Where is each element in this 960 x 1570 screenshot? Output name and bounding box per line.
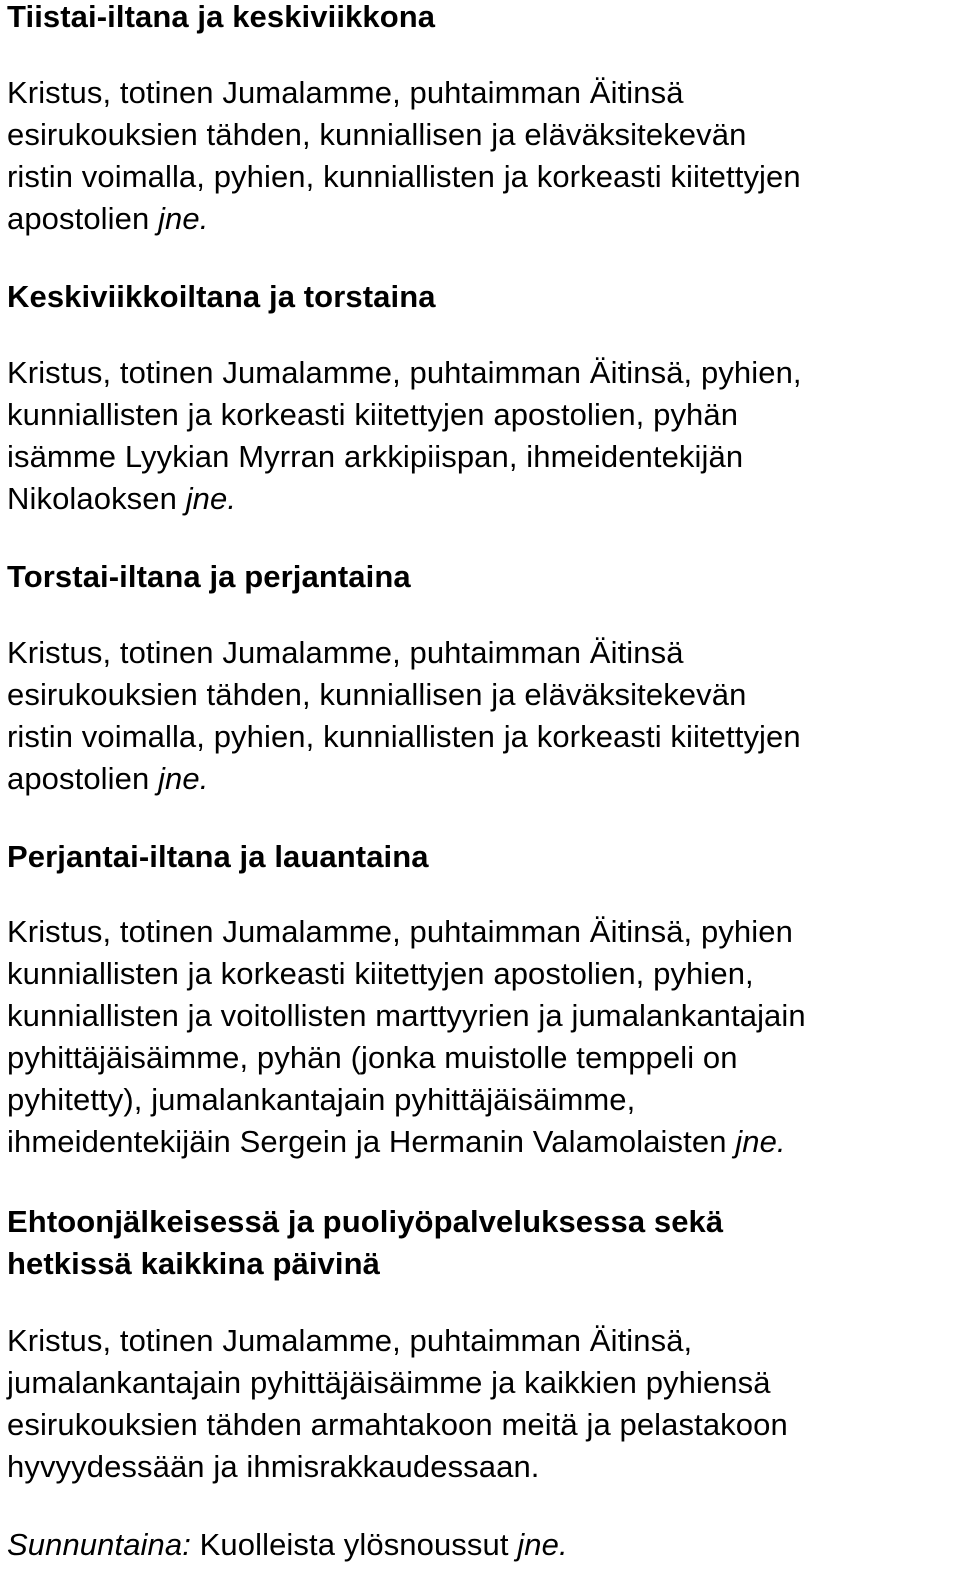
jne-abbreviation: jne.	[185, 481, 237, 516]
text-line	[7, 478, 802, 520]
text-line: Kristus, totinen Jumalamme, puhtaimman Äitinsä, pyhien,	[7, 355, 802, 390]
text-line-start: apostolien	[7, 761, 159, 796]
section-text-thursday	[7, 632, 801, 800]
jne-abbreviation: jne.	[158, 761, 209, 796]
text-line: hyvyydessään ja ihmisrakkaudessaan.	[7, 1449, 540, 1484]
jne-abbreviation: jne.	[517, 1527, 568, 1562]
text-line: Kristus, totinen Jumalamme, puhtaimman Äitinsä, pyhien	[7, 914, 793, 949]
section-text-wednesday	[7, 352, 802, 520]
text-line: ristin voimalla, pyhien, kunniallisten ja korkeasti kiitettyjen	[7, 159, 801, 194]
sunday-line	[7, 1524, 568, 1566]
jne-abbreviation: jne.	[735, 1124, 786, 1159]
text-line: kunniallisten ja voitollisten marttyyrien ja jumalankantajain	[7, 998, 806, 1033]
text-line: Kristus, totinen Jumalamme, puhtaimman Äitinsä	[7, 635, 684, 670]
text-line: isämme Lyykian Myrran arkkipiispan, ihmeidentekijän	[7, 439, 744, 474]
heading-line: Ehtoonjälkeisessä ja puoliyöpalveluksessa sekä	[7, 1204, 724, 1239]
text-line-start: apostolien	[7, 201, 159, 236]
text-line: pyhittäjäisäimme, pyhän (jonka muistolle temppeli on	[7, 1040, 738, 1075]
text-line: pyhitetty), jumalankantajain pyhittäjäisäimme,	[7, 1082, 636, 1117]
text-line: kunniallisten ja korkeasti kiitettyjen apostolien, pyhien,	[7, 956, 754, 991]
section-heading-compline	[7, 1201, 723, 1285]
section-heading-thursday: Torstai-iltana ja perjantaina	[7, 559, 411, 594]
text-line	[7, 1121, 806, 1163]
text-line: esirukouksien tähden armahtakoon meitä ja pelastakoon	[7, 1407, 788, 1442]
section-text-compline	[7, 1320, 788, 1488]
sunday-text: Kuolleista ylösnoussut	[190, 1527, 518, 1562]
text-line: ristin voimalla, pyhien, kunniallisten ja korkeasti kiitettyjen	[7, 719, 801, 754]
text-line: esirukouksien tähden, kunniallisen ja eläväksitekevän	[7, 677, 747, 712]
text-line-start: ihmeidentekijäin Sergein ja Hermanin Valamolaisten	[7, 1124, 736, 1159]
text-line: esirukouksien tähden, kunniallisen ja eläväksitekevän	[7, 117, 747, 152]
jne-abbreviation: jne.	[158, 201, 209, 236]
text-line	[7, 198, 801, 240]
section-heading-wednesday: Keskiviikkoiltana ja torstaina	[7, 279, 436, 314]
section-text-friday	[7, 911, 806, 1163]
text-line: Kristus, totinen Jumalamme, puhtaimman Äitinsä,	[7, 1323, 693, 1358]
section-heading-friday: Perjantai-iltana ja lauantaina	[7, 839, 429, 874]
text-line: kunniallisten ja korkeasti kiitettyjen apostolien, pyhän	[7, 397, 739, 432]
text-line: jumalankantajain pyhittäjäisäimme ja kaikkien pyhiensä	[7, 1365, 771, 1400]
section-text-tuesday	[7, 72, 801, 240]
heading-line: hetkissä kaikkina päivinä	[7, 1246, 380, 1281]
text-line-start: Nikolaoksen	[7, 481, 186, 516]
section-heading-tuesday: Tiistai-iltana ja keskiviikkona	[7, 0, 436, 34]
text-line	[7, 758, 801, 800]
sunday-label: Sunnuntaina:	[7, 1527, 191, 1562]
text-line: Kristus, totinen Jumalamme, puhtaimman Äitinsä	[7, 75, 684, 110]
